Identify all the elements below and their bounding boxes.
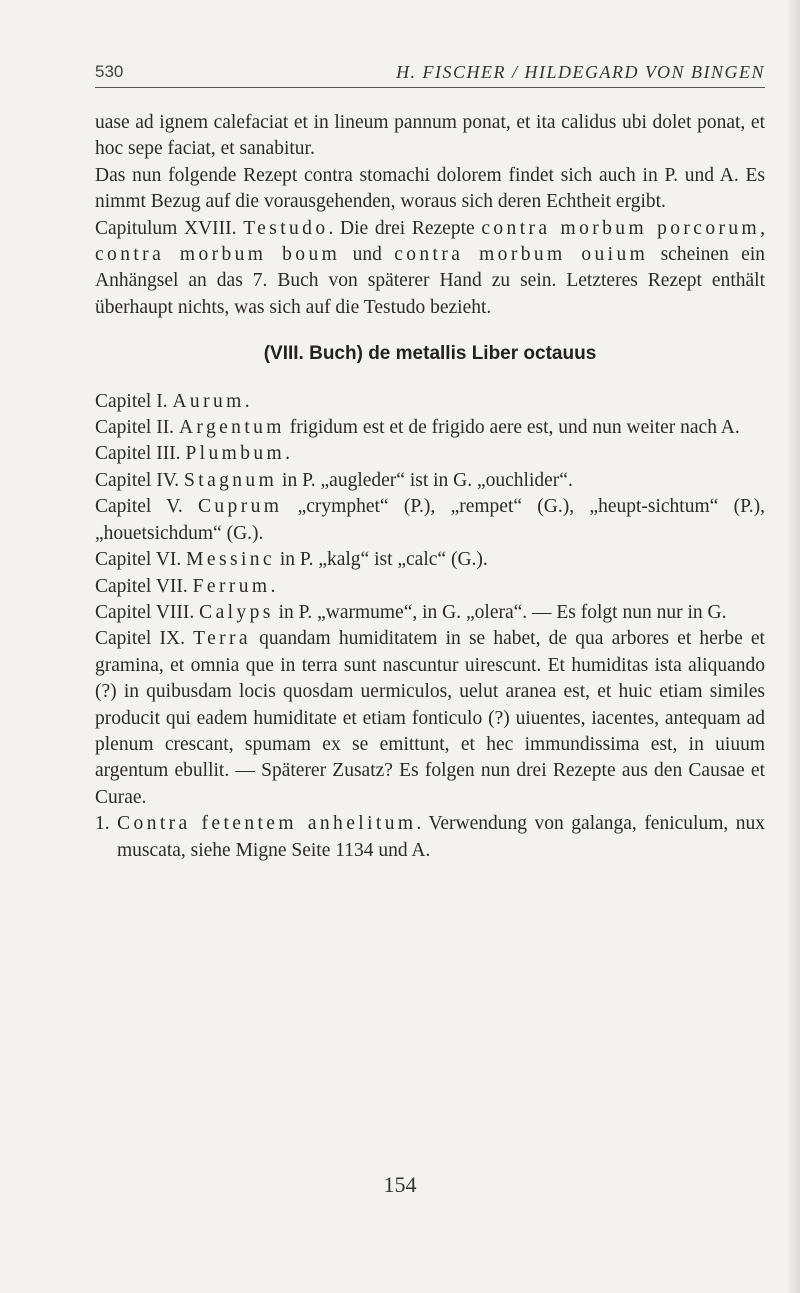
paragraph: Das nun folgende Rezept contra stomachi dolorem findet sich auch in P. und A. Es nimmt Bezug auf die vorausgehenden, woraus sich deren Echtheit ergibt. — [95, 164, 765, 213]
chapter-term: Cuprum — [198, 496, 283, 518]
chapter-text: . — [270, 575, 276, 597]
chapter-text: in P. „kalg“ ist „calc“ (G.). — [274, 549, 488, 571]
page-edge-shadow — [786, 0, 800, 1293]
chapter-text: . — [244, 390, 250, 412]
chapter-entry — [95, 574, 765, 600]
chapter-label: Capitel II. — [95, 417, 179, 439]
chapter-label: Capitel IV. — [95, 469, 185, 491]
chapter-entry — [95, 494, 765, 547]
page-number: 530 — [95, 62, 124, 81]
chapter-entry — [95, 441, 765, 467]
chapter-text: in P. „warmume“, in G. „olera“. — Es folgt nun nur in G. — [273, 601, 727, 623]
note-term: Contra fetentem anhelitum — [117, 813, 417, 835]
chapter-list — [95, 389, 765, 812]
chapter-entry — [95, 415, 765, 441]
spaced-term: contra morbum boum — [95, 244, 341, 266]
chapter-label: Capitel VII. — [95, 575, 193, 597]
header-rule — [95, 87, 765, 88]
chapter-term: Argentum — [178, 417, 285, 439]
text-run: , — [760, 217, 765, 239]
chapter-text: . — [285, 443, 290, 465]
note-number: 1. — [95, 813, 118, 835]
chapter-label: Capitel V. — [95, 496, 198, 518]
chapter-entry — [95, 389, 765, 415]
chapter-text: quandam humiditatem in se habet, de qua arbores et herbe et gramina, et omnia que in terra sunt nascuntur uirescunt. Et humiditas ista aliquando (?) in quibusdam locis quosdam uermiculos, uelut aranea est, et huic etiam similes producit qui eadem humiditate et etiam fonticulo (?) uiuentes, iacentes, antequam ad plenum crescant, spumam ex se emittunt, et hec immundissima est, in uiuum argentum ebullit. — Späterer Zusatz? Es folgen nun drei Rezepte aus den Causae et Curae. — [95, 628, 765, 808]
page-body — [95, 110, 765, 864]
chapter-term: Messinc — [186, 549, 275, 571]
chapter-label: Capitel III. — [95, 443, 186, 465]
spaced-term: Testudo — [243, 217, 329, 239]
text-run: und — [340, 244, 395, 266]
running-header — [95, 62, 765, 84]
recipe-note — [95, 811, 765, 864]
folio-number: 154 — [383, 1172, 417, 1197]
chapter-term: Ferrum — [192, 575, 271, 597]
text-run: . Die drei Rezepte — [328, 217, 482, 239]
spaced-term: contra morbum porcorum — [481, 217, 761, 239]
chapter-entry — [95, 626, 765, 811]
text-run: Capitulum XVIII. — [95, 217, 244, 239]
paragraph: uase ad ignem calefaciat et in lineum pannum ponat, et ita calidus ubi dolet ponat, et hoc sepe faciat, et sanabitur. — [95, 112, 765, 160]
chapter-label: Capitel VI. — [95, 549, 187, 571]
chapter-term: Terra — [193, 628, 251, 650]
chapter-entry — [95, 600, 765, 626]
section-heading: (VIII. Buch) de metallis Liber octauus — [263, 343, 597, 365]
chapter-term: Calyps — [199, 601, 274, 623]
chapter-entry — [95, 547, 765, 573]
paragraph — [95, 216, 765, 322]
spaced-term: contra morbum ouium — [394, 244, 649, 266]
chapter-label: Capitel I. — [95, 390, 173, 412]
chapter-label: Capitel VIII. — [95, 601, 200, 623]
chapter-term: Stagnum — [184, 469, 278, 491]
chapter-text: „crymphet“ (P.), „rempet“ (G.), „heupt-sichtum“ (P.), „houetsichdum“ (G.). — [95, 496, 765, 544]
chapter-term: Aurum — [172, 390, 245, 412]
chapter-term: Plumbum — [185, 443, 286, 465]
chapter-text: frigidum est et de frigido aere est, und nun weiter nach A. — [284, 417, 740, 439]
note-text: . Verwendung von galanga, feniculum, nux muscata, siehe Migne Seite 1134 und A. — [117, 813, 766, 861]
chapter-label: Capitel IX. — [95, 628, 194, 650]
chapter-text: in P. „augleder“ ist in G. „ouchlider“. — [277, 469, 573, 491]
running-title: H. FISCHER / HILDEGARD VON BINGEN — [396, 62, 765, 82]
chapter-entry — [95, 468, 765, 494]
text-run: scheinen ein Anhängsel an das 7. Buch von späterer Hand zu sein. Letzteres Rezept enthält überhaupt nichts, was sich auf die Testudo bezieht. — [95, 244, 766, 318]
